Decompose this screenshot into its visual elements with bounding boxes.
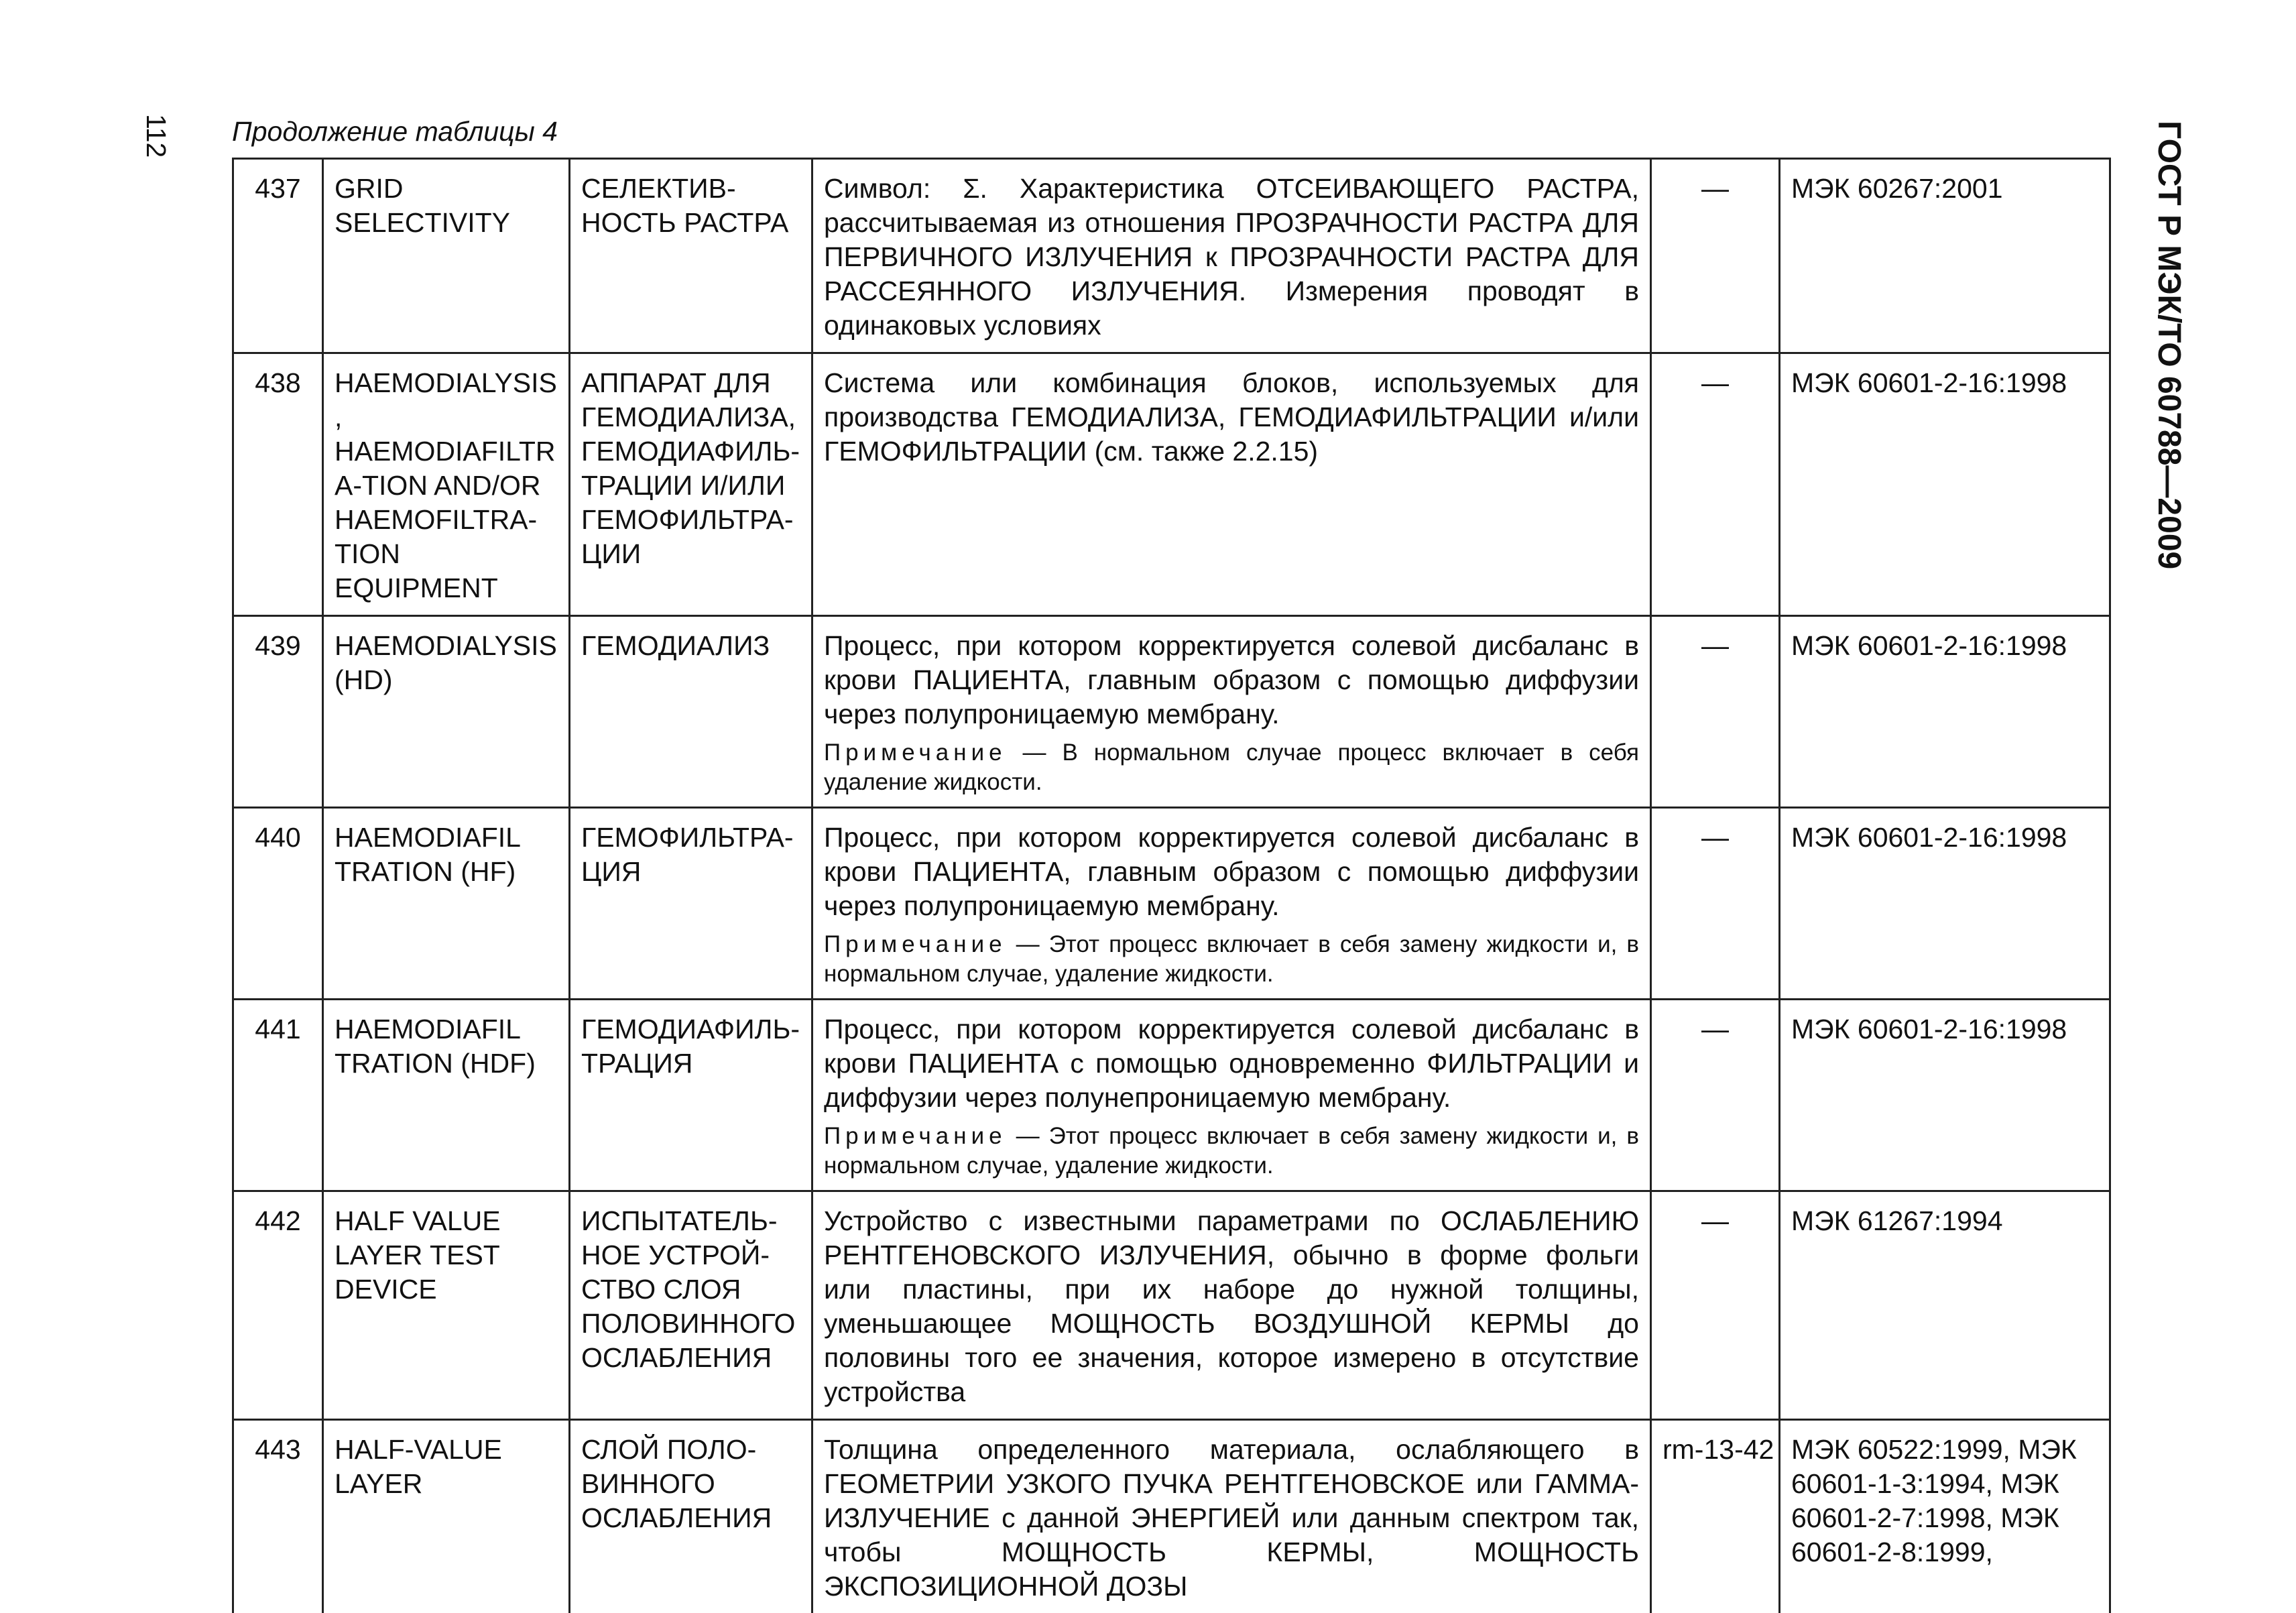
definition-cell [812,159,1651,353]
table-row [233,353,2110,616]
definition-text: Символ: Σ. Характеристика ОТСЕИВАЮЩЕГО РАСТРА, рассчитываемая из отношения ПРОЗРАЧНОСТИ РАСТРА ДЛЯ ПЕРВИЧНОГО ИЗЛУЧЕНИЯ к ПРОЗРАЧНОСТИ РАСТРА ДЛЯ РАССЕЯННОГО ИЗЛУЧЕНИЯ. Измерения проводят в одинаковых условиях [824,172,1639,343]
definition-cell [812,353,1651,616]
reference-code: rm-13-42 [1651,1420,1780,1613]
definition-text: Процесс, при котором корректируется солевой дисбаланс в крови ПАЦИЕНТА, главным образом с помощью диффузии через полупроницаемую мембрану. [824,629,1639,731]
source-standard: МЭК 60601-2-16:1998 [1780,808,2110,1000]
term-number: 438 [233,353,323,616]
definition-cell [812,616,1651,808]
english-term: HALF VALUE LAYER TEST DEVICE [323,1191,570,1420]
russian-term: ГЕМОДИАЛИЗ [570,616,812,808]
table-row [233,616,2110,808]
reference-code: — [1651,159,1780,353]
russian-term: АППАРАТ ДЛЯ ГЕМОДИАЛИЗА, ГЕМОДИАФИЛЬ-ТРАЦИИ И/ИЛИ ГЕМОФИЛЬТРА-ЦИИ [570,353,812,616]
reference-code: — [1651,1000,1780,1191]
definition-cell [812,1000,1651,1191]
term-number: 441 [233,1000,323,1191]
russian-term: ГЕМОДИАФИЛЬ-ТРАЦИЯ [570,1000,812,1191]
term-number: 443 [233,1420,323,1613]
english-term: HAEMODIAFIL TRATION (HF) [323,808,570,1000]
definition-note [824,1122,1639,1181]
source-standard: МЭК 60522:1999, МЭК 60601-1-3:1994, МЭК 60601-2-7:1998, МЭК 60601-2-8:1999, [1780,1420,2110,1613]
reference-code: — [1651,808,1780,1000]
definition-cell [812,808,1651,1000]
reference-code: — [1651,1191,1780,1420]
terms-table [232,158,2111,1613]
table-row [233,1420,2110,1613]
english-term: HAEMODIALYSIS (HD) [323,616,570,808]
source-standard: МЭК 60601-2-16:1998 [1780,616,2110,808]
reference-code: — [1651,353,1780,616]
definition-text: Толщина определенного материала, ослабляющего в ГЕОМЕТРИИ УЗКОГО ПУЧКА РЕНТГЕНОВСКОЕ или ГАММА-ИЗЛУЧЕНИЕ с данной ЭНЕРГИЕЙ или данным спектром так, чтобы МОЩНОСТЬ КЕРМЫ, МОЩНОСТЬ ЭКСПОЗИЦИОННОЙ ДОЗЫ [824,1433,1639,1604]
russian-term: СЕЛЕКТИВ-НОСТЬ РАСТРА [570,159,812,353]
standard-title: ГОСТ Р МЭК/ТО 60788—2009 [2152,121,2185,569]
term-number: 440 [233,808,323,1000]
definition-cell [812,1191,1651,1420]
table-row [233,808,2110,1000]
definition-text: Процесс, при котором корректируется солевой дисбаланс в крови ПАЦИЕНТА с помощью одновременно ФИЛЬТРАЦИИ и диффузии через полунепроницаемую мембрану. [824,1012,1639,1115]
note-label: Примечание [824,739,1007,766]
table-row [233,159,2110,353]
source-standard: МЭК 60601-2-16:1998 [1780,1000,2110,1191]
definition-note [824,738,1639,797]
russian-term: ИСПЫТАТЕЛЬ-НОЕ УСТРОЙ-СТВО СЛОЯ ПОЛОВИННОГО ОСЛАБЛЕНИЯ [570,1191,812,1420]
term-number: 442 [233,1191,323,1420]
english-term: GRID SELECTIVITY [323,159,570,353]
source-standard: МЭК 60601-2-16:1998 [1780,353,2110,616]
definition-note [824,930,1639,989]
note-label: Примечание [824,931,1007,957]
source-standard: МЭК 60267:2001 [1780,159,2110,353]
table-caption: Продолжение таблицы 4 [232,115,558,147]
definition-text: Система или комбинация блоков, используемых для производства ГЕМОДИАЛИЗА, ГЕМОДИАФИЛЬТРАЦИИ и/или ГЕМОФИЛЬТРАЦИИ (см. также 2.2.15) [824,366,1639,469]
english-term: HALF-VALUE LAYER [323,1420,570,1613]
definition-cell [812,1420,1651,1613]
term-number: 439 [233,616,323,808]
russian-term: СЛОЙ ПОЛО-ВИННОГО ОСЛАБЛЕНИЯ [570,1420,812,1613]
definition-text: Устройство с известными параметрами по ОСЛАБЛЕНИЮ РЕНТГЕНОВСКОГО ИЗЛУЧЕНИЯ, обычно в форме фольги или пластины, при их наборе до нужной толщины, уменьшающее МОЩНОСТЬ ВОЗДУШНОЙ КЕРМЫ до половины того ее значения, которое измерено в отсутствие устройства [824,1204,1639,1409]
english-term: HAEMODIALYSIS, HAEMODIAFILTRA-TION AND/OR HAEMOFILTRA-TION EQUIPMENT [323,353,570,616]
table-row [233,1000,2110,1191]
page-number: 112 [141,114,171,158]
note-text: — Этот процесс включает в себя замену жидкости и, в нормальном случае, удаление жидкости. [824,931,1639,987]
russian-term: ГЕМОФИЛЬТРА-ЦИЯ [570,808,812,1000]
note-label: Примечание [824,1123,1007,1149]
definition-text: Процесс, при котором корректируется солевой дисбаланс в крови ПАЦИЕНТА, главным образом с помощью диффузии через полупроницаемую мембрану. [824,821,1639,923]
english-term: HAEMODIAFIL TRATION (HDF) [323,1000,570,1191]
note-text: — Этот процесс включает в себя замену жидкости и, в нормальном случае, удаление жидкости. [824,1123,1639,1179]
reference-code: — [1651,616,1780,808]
table-row [233,1191,2110,1420]
term-number: 437 [233,159,323,353]
note-text: — В нормальном случае процесс включает в себя удаление жидкости. [824,739,1639,795]
source-standard: МЭК 61267:1994 [1780,1191,2110,1420]
